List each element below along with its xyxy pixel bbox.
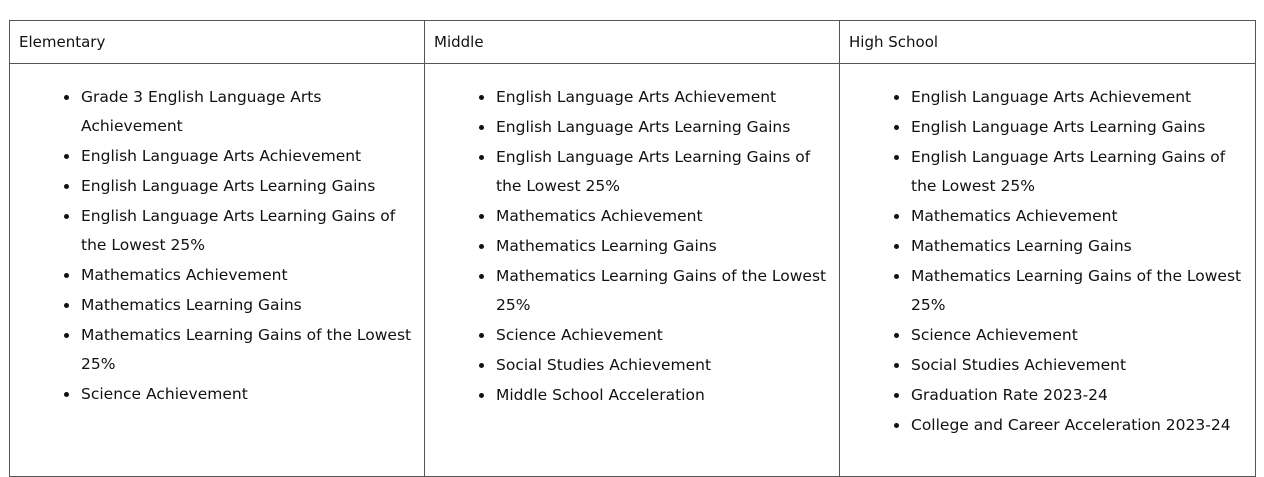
list-item: • English Language Arts Achievement: [911, 82, 1245, 112]
list-item: • Mathematics Learning Gains: [81, 290, 414, 320]
high-school-cell: [840, 64, 1256, 477]
list-item: • Grade 3 English Language Arts Achievement: [81, 82, 414, 141]
list-item: • Graduation Rate 2023-24: [911, 380, 1245, 410]
list-item: • English Language Arts Learning Gains of the Lowest 25%: [911, 142, 1245, 201]
list-item: • Mathematics Learning Gains of the Lowest 25%: [81, 320, 414, 379]
list-item: • College and Career Acceleration 2023-24: [911, 410, 1245, 440]
list-item: • Science Achievement: [81, 379, 414, 409]
list-item: • Mathematics Learning Gains: [911, 231, 1245, 261]
list-item: • English Language Arts Learning Gains: [911, 112, 1245, 142]
components-table: [9, 20, 1256, 477]
middle-list: [425, 82, 829, 410]
list-item: • English Language Arts Learning Gains of the Lowest 25%: [81, 201, 414, 260]
list-item: • Social Studies Achievement: [496, 350, 829, 380]
list-item: • English Language Arts Achievement: [81, 141, 414, 171]
header-high-school: High School: [840, 21, 1256, 64]
high-school-list: [840, 82, 1245, 440]
list-item: • English Language Arts Learning Gains: [496, 112, 829, 142]
list-item: • Science Achievement: [911, 320, 1245, 350]
list-item: • Science Achievement: [496, 320, 829, 350]
list-item: • Mathematics Achievement: [496, 201, 829, 231]
middle-cell: [425, 64, 840, 477]
header-row: [10, 21, 1256, 64]
list-item: • Mathematics Achievement: [911, 201, 1245, 231]
list-item: • Social Studies Achievement: [911, 350, 1245, 380]
elementary-cell: [10, 64, 425, 477]
list-item: • Mathematics Learning Gains of the Lowest 25%: [911, 261, 1245, 320]
list-item: • Middle School Acceleration: [496, 380, 829, 410]
header-middle: Middle: [425, 21, 840, 64]
content-row: [10, 64, 1256, 477]
list-item: • Mathematics Learning Gains: [496, 231, 829, 261]
list-item: • Mathematics Learning Gains of the Lowest 25%: [496, 261, 829, 320]
list-item: • Mathematics Achievement: [81, 260, 414, 290]
list-item: • English Language Arts Learning Gains of the Lowest 25%: [496, 142, 829, 201]
list-item: • English Language Arts Learning Gains: [81, 171, 414, 201]
list-item: • English Language Arts Achievement: [496, 82, 829, 112]
elementary-list: [10, 82, 414, 409]
header-elementary: Elementary: [10, 21, 425, 64]
